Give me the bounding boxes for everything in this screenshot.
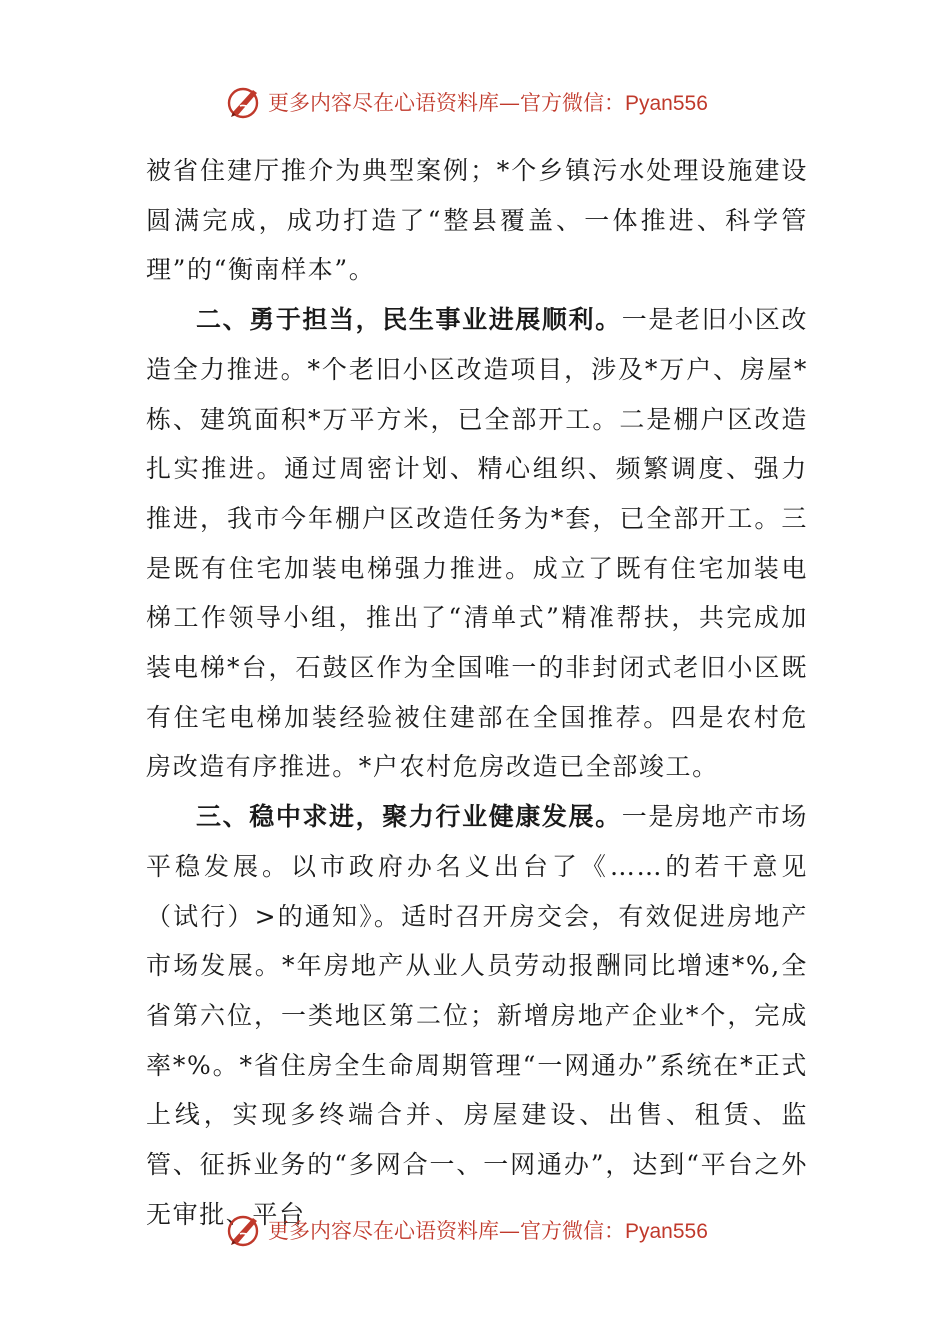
paragraph-body: 被省住建厅推介为典型案例；*个乡镇污水处理设施建设圆满完成，成功打造了“整县覆盖、一体推进、科学管理”的“衡南样本”。 xyxy=(146,156,808,285)
section-heading: 二、勇于担当，民生事业进展顺利。 xyxy=(196,305,622,335)
watermark-id: Pyan556 xyxy=(625,1220,708,1243)
watermark-label: 官方微信： xyxy=(520,91,625,115)
document-body xyxy=(146,146,808,1239)
paragraph-section-2 xyxy=(146,295,808,792)
watermark-text xyxy=(268,87,708,117)
paragraph-continuation xyxy=(146,146,808,295)
watermark-banner-top xyxy=(226,80,746,124)
watermark-text xyxy=(268,1215,708,1245)
pen-logo-icon xyxy=(226,84,262,120)
watermark-label: 官方微信： xyxy=(520,1219,625,1243)
watermark-dash: — xyxy=(499,91,520,115)
pen-logo-icon xyxy=(226,1212,262,1248)
watermark-id: Pyan556 xyxy=(625,92,708,115)
section-heading: 三、稳中求进，聚力行业健康发展。 xyxy=(196,802,622,832)
paragraph-body: 一是老旧小区改造全力推进。*个老旧小区改造项目，涉及*万户、房屋*栋、建筑面积*万平方米，已全部开工。二是棚户区改造扎实推进。通过周密计划、精心组织、频繁调度、强力推进，我市今年棚户区改造任务为*套，已全部开工。三是既有住宅加装电梯强力推进。成立了既有住宅加装电梯工作领导小组，推出了“清单式”精准帮扶，共完成加装电梯*台，石鼓区作为全国唯一的非封闭式老旧小区既有住宅电梯加装经验被住建部在全国推荐。四是农村危房改造有序推进。*户农村危房改造已全部竣工。 xyxy=(146,305,809,782)
watermark-title: 更多内容尽在心语资料库 xyxy=(268,1219,499,1243)
watermark-title: 更多内容尽在心语资料库 xyxy=(268,91,499,115)
watermark-dash: — xyxy=(499,1219,520,1243)
paragraph-section-3 xyxy=(146,792,808,1239)
paragraph-body: 一是房地产市场平稳发展。以市政府办名义出台了《……的若干意见（试行）>的通知》。适时召开房交会，有效促进房地产市场发展。*年房地产从业人员劳动报酬同比增速*%,全省第六位，一类地区第二位；新增房地产企业*个，完成率*%。*省住房全生命周期管理“一网通办”系统在*正式上线，实现多终端合并、房屋建设、出售、租赁、监管、征拆业务的“多网合一、一网通办”，达到“平台之外无审批、平台 xyxy=(146,802,809,1229)
watermark-banner-bottom xyxy=(226,1208,746,1252)
